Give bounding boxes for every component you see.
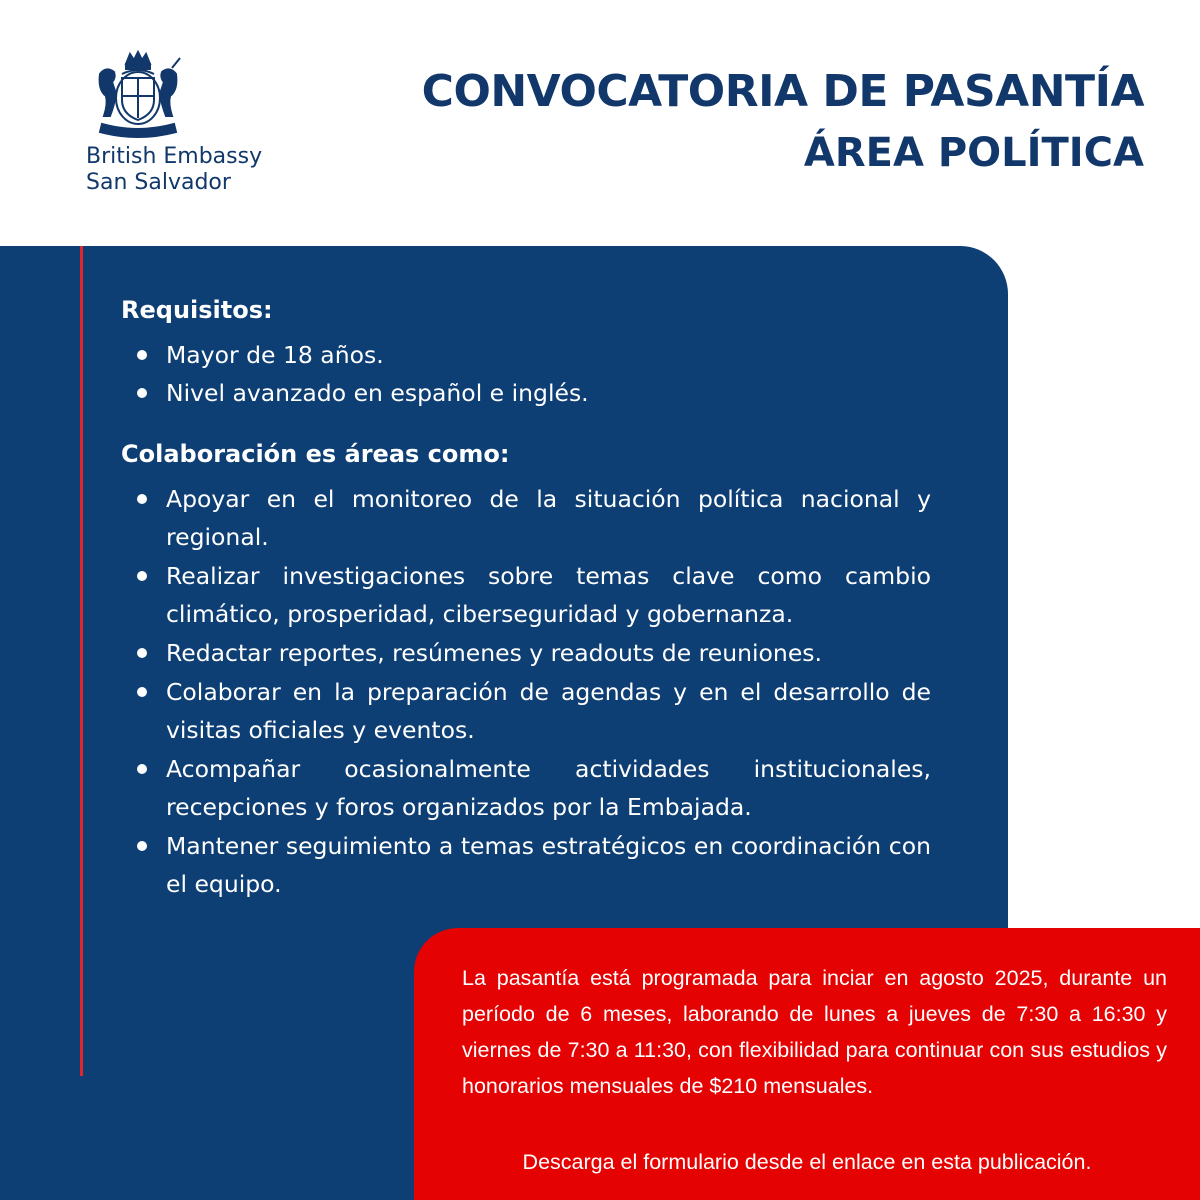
requisitos-list [121, 336, 931, 412]
colaboracion-item: Realizar investigaciones sobre temas clave como cambio climático, prosperidad, ciberseguridad y gobernanza. [121, 557, 931, 633]
organization-name [86, 144, 306, 196]
panel-content [121, 292, 931, 904]
colaboracion-list [121, 480, 931, 903]
info-text: La pasantía está programada para inciar en agosto 2025, durante un período de 6 meses, laborando de lunes a jueves de 7:30 a 16:30 y viernes de 7:30 a 11:30, con flexibilidad para continuar con sus estudios y honorarios mensuales de $210 mensuales. [462, 966, 1167, 1098]
page-title: CONVOCATORIA DE PASANTÍA [421, 66, 1144, 117]
colaboracion-item: Mantener seguimiento a temas estratégicos en coordinación con el equipo. [121, 827, 931, 903]
colaboracion-item: Apoyar en el monitoreo de la situación política nacional y regional. [121, 480, 931, 556]
download-cta: Descarga el formulario desde el enlace en esta publicación. [522, 1150, 1092, 1174]
requisitos-item: Nivel avanzado en español e inglés. [121, 374, 931, 412]
royal-coat-of-arms-icon [86, 44, 190, 140]
colaboracion-heading: Colaboración es áreas como: [121, 440, 510, 468]
colaboracion-item: Colaborar en la preparación de agendas y en el desarrollo de visitas oficiales y eventos. [121, 673, 931, 749]
info-box [414, 928, 1200, 1200]
requisitos-heading: Requisitos: [121, 296, 273, 324]
page-subtitle: ÁREA POLÍTICA [803, 130, 1144, 176]
colaboracion-item: Acompañar ocasionalmente actividades institucionales, recepciones y foros organizados por la Embajada. [121, 750, 931, 826]
org-name-line2: San Salvador [86, 170, 231, 195]
colaboracion-item: Redactar reportes, resúmenes y readouts de reuniones. [121, 634, 931, 672]
accent-line [80, 246, 83, 1076]
requisitos-item: Mayor de 18 años. [121, 336, 931, 374]
org-name-line1: British Embassy [86, 144, 263, 169]
